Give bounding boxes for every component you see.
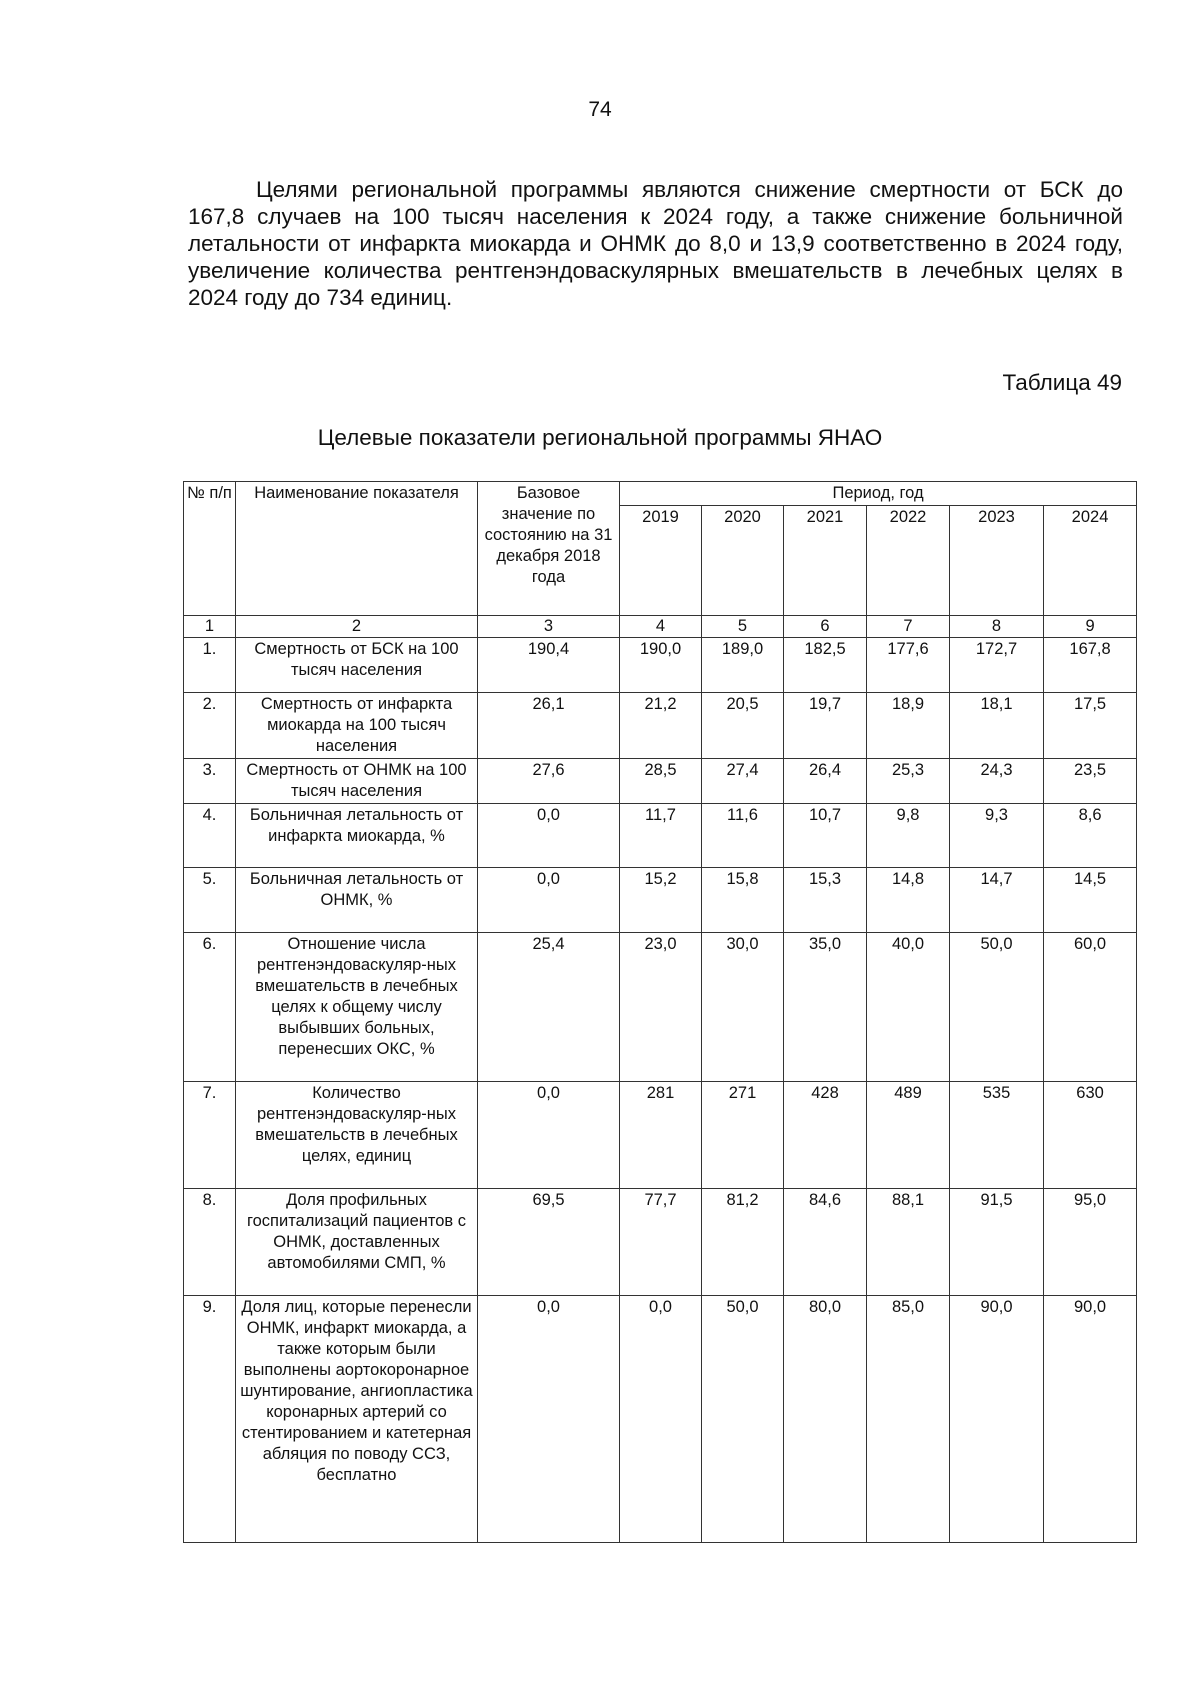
base-value: 69,5 xyxy=(478,1189,620,1296)
table-caption: Таблица 49 xyxy=(1002,370,1122,395)
column-number: 3 xyxy=(478,616,620,638)
year-value: 14,7 xyxy=(950,868,1044,933)
header-year: 2019 xyxy=(620,506,702,616)
table-row xyxy=(184,693,1137,759)
column-number: 6 xyxy=(784,616,867,638)
year-value: 35,0 xyxy=(784,933,867,1082)
year-value: 91,5 xyxy=(950,1189,1044,1296)
year-value: 18,9 xyxy=(867,693,950,759)
row-number: 9. xyxy=(184,1296,236,1543)
year-value: 17,5 xyxy=(1044,693,1137,759)
indicator-name: Смертность от инфаркта миокарда на 100 тысяч населения xyxy=(236,693,478,759)
year-value: 190,0 xyxy=(620,638,702,693)
year-value: 172,7 xyxy=(950,638,1044,693)
indicator-name: Смертность от ОНМК на 100 тысяч населения xyxy=(236,759,478,804)
intro-paragraph: Целями региональной программы являются снижение смертности от БСК до 167,8 случаев на 100 тысяч населения к 2024 году, а также снижение больничной летальности от инфаркта миокарда и ОНМК до 8,0 и 13,9 соответственно в 2024 году, увеличение количества рентгенэндоваскулярных вмешательств в лечебных целях в 2024 году до 734 единиц. xyxy=(188,177,1123,310)
year-value: 90,0 xyxy=(950,1296,1044,1543)
indicator-name: Доля лиц, которые перенесли ОНМК, инфаркт миокарда, а также которым были выполнены аортокоронарное шунтирование, ангиопластика коронарных артерий со стентированием и катетерная абляция по поводу ССЗ, бесплатно xyxy=(236,1296,478,1543)
column-number-row xyxy=(184,616,1137,638)
table-row xyxy=(184,804,1137,868)
base-value: 0,0 xyxy=(478,868,620,933)
base-value: 0,0 xyxy=(478,1082,620,1189)
indicator-name: Смертность от БСК на 100 тысяч населения xyxy=(236,638,478,693)
year-value: 489 xyxy=(867,1082,950,1189)
base-value: 0,0 xyxy=(478,804,620,868)
year-value: 90,0 xyxy=(1044,1296,1137,1543)
indicator-name: Доля профильных госпитализаций пациентов с ОНМК, доставленных автомобилями СМП, % xyxy=(236,1189,478,1296)
table-header-row xyxy=(184,482,1137,506)
column-number: 7 xyxy=(867,616,950,638)
row-number: 7. xyxy=(184,1082,236,1189)
row-number: 3. xyxy=(184,759,236,804)
year-value: 19,7 xyxy=(784,693,867,759)
row-number: 5. xyxy=(184,868,236,933)
year-value: 26,4 xyxy=(784,759,867,804)
year-value: 30,0 xyxy=(702,933,784,1082)
base-value: 25,4 xyxy=(478,933,620,1082)
column-number: 5 xyxy=(702,616,784,638)
base-value: 26,1 xyxy=(478,693,620,759)
year-value: 9,3 xyxy=(950,804,1044,868)
row-number: 1. xyxy=(184,638,236,693)
table-row xyxy=(184,1082,1137,1189)
table-row xyxy=(184,868,1137,933)
table-row xyxy=(184,1296,1137,1543)
year-value: 81,2 xyxy=(702,1189,784,1296)
year-value: 80,0 xyxy=(784,1296,867,1543)
column-number: 1 xyxy=(184,616,236,638)
column-number: 2 xyxy=(236,616,478,638)
year-value: 23,5 xyxy=(1044,759,1137,804)
year-value: 88,1 xyxy=(867,1189,950,1296)
column-number: 9 xyxy=(1044,616,1137,638)
year-value: 14,5 xyxy=(1044,868,1137,933)
table-row xyxy=(184,1189,1137,1296)
base-value: 27,6 xyxy=(478,759,620,804)
year-value: 11,6 xyxy=(702,804,784,868)
header-name: Наименование показателя xyxy=(236,482,478,616)
year-value: 14,8 xyxy=(867,868,950,933)
year-value: 95,0 xyxy=(1044,1189,1137,1296)
column-number: 8 xyxy=(950,616,1044,638)
table-row xyxy=(184,638,1137,693)
header-base: Базовое значение по состоянию на 31 декабря 2018 года xyxy=(478,482,620,616)
table-title: Целевые показатели региональной программы ЯНАО xyxy=(317,425,883,450)
year-value: 281 xyxy=(620,1082,702,1189)
year-value: 189,0 xyxy=(702,638,784,693)
row-number: 6. xyxy=(184,933,236,1082)
year-value: 177,6 xyxy=(867,638,950,693)
year-value: 15,2 xyxy=(620,868,702,933)
year-value: 40,0 xyxy=(867,933,950,1082)
year-value: 630 xyxy=(1044,1082,1137,1189)
year-value: 24,3 xyxy=(950,759,1044,804)
year-value: 84,6 xyxy=(784,1189,867,1296)
year-value: 20,5 xyxy=(702,693,784,759)
year-value: 167,8 xyxy=(1044,638,1137,693)
year-value: 8,6 xyxy=(1044,804,1137,868)
year-value: 0,0 xyxy=(620,1296,702,1543)
indicator-name: Количество рентгенэндоваскуляр-ных вмешательств в лечебных целях, единиц xyxy=(236,1082,478,1189)
year-value: 85,0 xyxy=(867,1296,950,1543)
header-year: 2023 xyxy=(950,506,1044,616)
base-value: 190,4 xyxy=(478,638,620,693)
indicator-name: Больничная летальность от ОНМК, % xyxy=(236,868,478,933)
year-value: 21,2 xyxy=(620,693,702,759)
header-year: 2024 xyxy=(1044,506,1137,616)
base-value: 0,0 xyxy=(478,1296,620,1543)
page-number: 74 xyxy=(588,98,612,121)
year-value: 27,4 xyxy=(702,759,784,804)
year-value: 18,1 xyxy=(950,693,1044,759)
targets-table xyxy=(183,481,1137,1543)
header-year: 2022 xyxy=(867,506,950,616)
header-period: Период, год xyxy=(620,482,1137,506)
table-row xyxy=(184,933,1137,1082)
year-value: 15,8 xyxy=(702,868,784,933)
table-row xyxy=(184,759,1137,804)
year-value: 28,5 xyxy=(620,759,702,804)
year-value: 271 xyxy=(702,1082,784,1189)
year-value: 50,0 xyxy=(702,1296,784,1543)
row-number: 2. xyxy=(184,693,236,759)
row-number: 8. xyxy=(184,1189,236,1296)
row-number: 4. xyxy=(184,804,236,868)
year-value: 23,0 xyxy=(620,933,702,1082)
year-value: 9,8 xyxy=(867,804,950,868)
year-value: 428 xyxy=(784,1082,867,1189)
year-value: 15,3 xyxy=(784,868,867,933)
year-value: 50,0 xyxy=(950,933,1044,1082)
indicator-name: Отношение числа рентгенэндоваскуляр-ных вмешательств в лечебных целях к общему числу выбывших больных, перенесших ОКС, % xyxy=(236,933,478,1082)
indicator-name: Больничная летальность от инфаркта миокарда, % xyxy=(236,804,478,868)
header-year: 2021 xyxy=(784,506,867,616)
year-value: 535 xyxy=(950,1082,1044,1189)
year-value: 11,7 xyxy=(620,804,702,868)
year-value: 10,7 xyxy=(784,804,867,868)
header-year: 2020 xyxy=(702,506,784,616)
column-number: 4 xyxy=(620,616,702,638)
year-value: 77,7 xyxy=(620,1189,702,1296)
year-value: 25,3 xyxy=(867,759,950,804)
year-value: 60,0 xyxy=(1044,933,1137,1082)
year-value: 182,5 xyxy=(784,638,867,693)
header-num: № п/п xyxy=(184,482,236,616)
